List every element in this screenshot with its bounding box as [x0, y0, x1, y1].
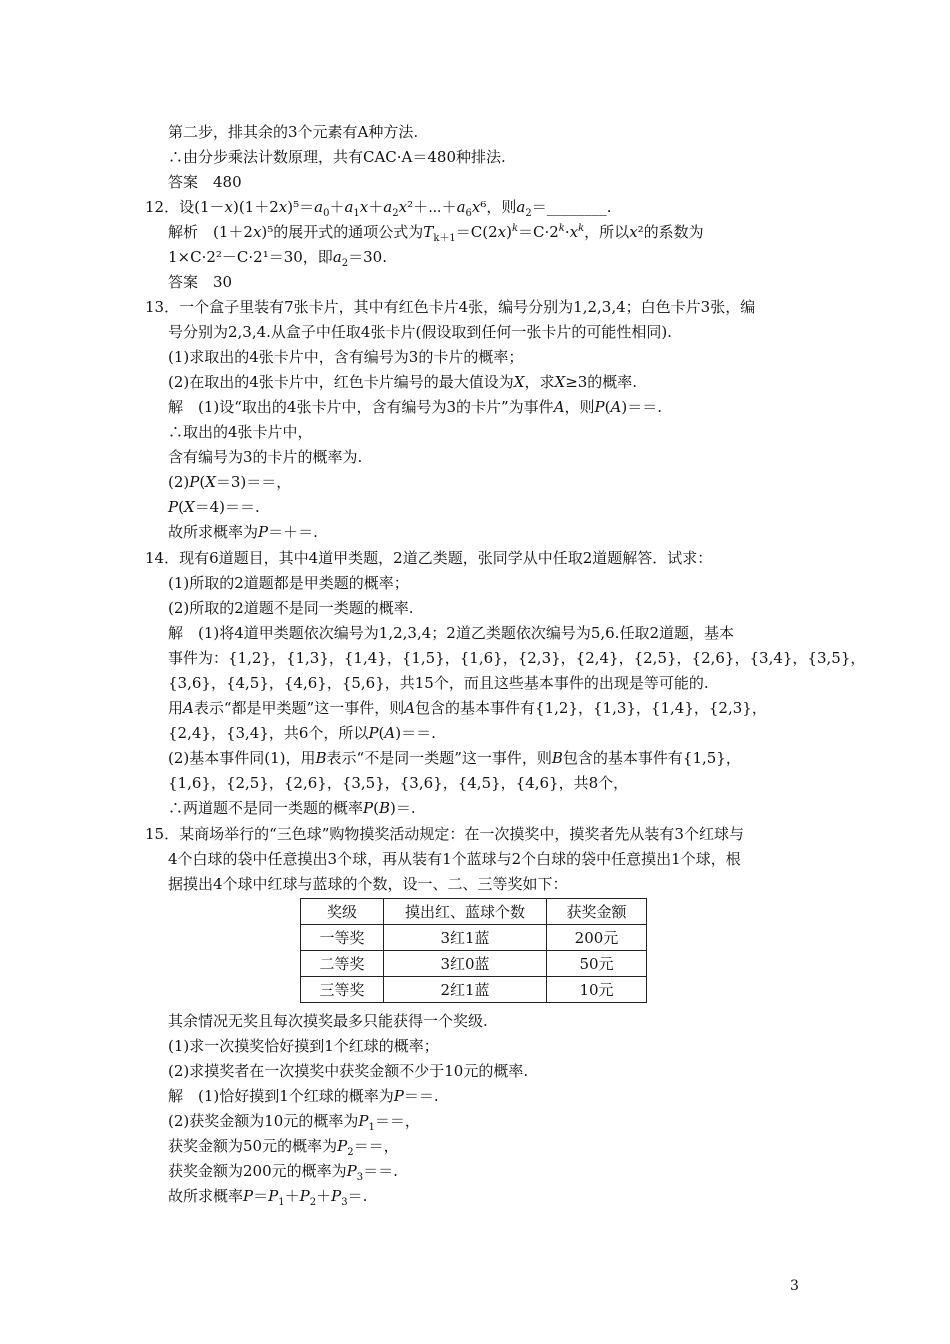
text-line: 事件为：{1,2}，{1,3}，{1,4}，{1,5}，{1,6}，{2,3}，{2,4}，{2,5}，{2,6}，{3,4}，{3,5}，	[168, 649, 866, 667]
text-line: (1)所取的2道题都是甲类题的概率；	[168, 574, 409, 592]
answer-line: 答案 480	[168, 173, 242, 191]
text-line: 第二步，排其余的3个元素有A种方法.	[168, 123, 419, 141]
answer-line: 答案 30	[168, 273, 233, 291]
text-line: (1)求一次摸奖恰好摸到1个红球的概率；	[168, 1037, 439, 1055]
table-cell: 2红1蓝	[384, 977, 547, 1003]
text-line: {1,6}，{2,5}，{2,6}，{3,5}，{3,6}，{4,5}，{4,6}，共8个，	[168, 774, 629, 792]
question-12: 12．设$(1-x)(1+2x)^5=a_0+a_1x+a_2x^2+\cdots+a_6x^6$，则$a_2=\_\_\_\_\_\_\_\_$.	[145, 198, 612, 219]
table-cell: 一等奖	[301, 925, 384, 951]
text-line: 号分别为2,3,4.从盒子中任取4张卡片(假设取到任何一张卡片的可能性相同).	[168, 323, 672, 341]
table-row	[301, 977, 647, 1003]
table-cell: 二等奖	[301, 951, 384, 977]
table-header: 获奖金额	[547, 899, 647, 925]
text-line: {3,6}，{4,5}，{4,6}，{5,6}，共15个，而且这些基本事件的出现是等可能的.	[168, 674, 709, 692]
table-cell: 三等奖	[301, 977, 384, 1003]
text-line: ∴取出的4张卡片中，	[168, 423, 313, 441]
text-line: ∴由分步乘法计数原理，共有CAC·A＝480种排法.	[168, 148, 506, 166]
text-line: 4个白球的袋中任意摸出3个球，再从装有1个蓝球与2个白球的袋中任意摸出1个球，根	[168, 850, 741, 868]
table-cell: 3红0蓝	[384, 951, 547, 977]
text-line: {2,4}，{3,4}，共6个，所以P(A)＝＝.	[168, 724, 436, 742]
page-number: 3	[790, 1278, 799, 1294]
text-line: P(X＝4)＝＝.	[168, 498, 260, 516]
text-line: 含有编号为3的卡片的概率为.	[168, 448, 363, 466]
question-15: 15．某商场举行的“三色球”购物摸奖活动规定：在一次摸奖中，摸奖者先从装有3个红球与	[145, 825, 744, 843]
table-row	[301, 951, 647, 977]
table-row	[301, 925, 647, 951]
question-14: 14．现有6道题目，其中4道甲类题，2道乙类题，张同学从中任取2道题解答．试求：	[145, 549, 713, 567]
text-line: ∴两道题不是同一类题的概率P(B)＝.	[168, 799, 416, 817]
text-line: (2)基本事件同(1)，用B表示“不是同一类题”这一事件，则B包含的基本事件有{1,5}，	[168, 749, 741, 767]
table-header-row	[301, 899, 647, 925]
text-line: (2)求摸奖者在一次摸奖中获奖金额不少于10元的概率.	[168, 1062, 529, 1080]
table-header: 摸出红、蓝球个数	[384, 899, 547, 925]
prize-table	[300, 898, 647, 1003]
text-line: 获奖金额为50元的概率为$P_2==$，	[168, 1137, 399, 1158]
table-cell: 200元	[547, 925, 647, 951]
text-line: 获奖金额为200元的概率为$P_3==$.	[168, 1162, 398, 1183]
text-line: 故所求概率$P=P_1+P_2+P_3=$.	[168, 1187, 368, 1208]
table-cell: 3红1蓝	[384, 925, 547, 951]
text-line: 故所求概率为P＝＋＝.	[168, 523, 318, 541]
text-line: (2)在取出的4张卡片中，红色卡片编号的最大值设为X，求X≥3的概率.	[168, 373, 638, 391]
solution-line: 解 (1)设“取出的4张卡片中，含有编号为3的卡片”为事件A，则P(A)＝＝.	[168, 398, 662, 416]
table-cell: 50元	[547, 951, 647, 977]
text-line: 其余情况无奖且每次摸奖最多只能获得一个奖级.	[168, 1012, 488, 1030]
table-header: 奖级	[301, 899, 384, 925]
table-cell: 10元	[547, 977, 647, 1003]
solution-line: 解析 (1＋2x)⁵的展开式的通项公式为$T_{k+1}=C(2x)^k=C\cdot 2^k\cdot x^k$，所以x²的系数为	[168, 223, 704, 244]
question-13: 13．一个盒子里装有7张卡片，其中有红色卡片4张，编号分别为1,2,3,4；白色卡片3张，编	[145, 298, 756, 316]
solution-line: 解 (1)将4道甲类题依次编号为1,2,3,4；2道乙类题依次编号为5,6.任取2道题，基本	[168, 624, 734, 642]
text-line: (2)获奖金额为10元的概率为$P_1==$，	[168, 1112, 420, 1133]
text-line: 据摸出4个球中红球与蓝球的个数，设一、二、三等奖如下：	[168, 875, 568, 893]
text-line: (2)所取的2道题不是同一类题的概率.	[168, 599, 414, 617]
text-line: (2)P(X＝3)＝＝，	[168, 473, 292, 491]
text-line: 用A表示“都是甲类题”这一事件，则A包含的基本事件有{1,2}，{1,3}，{1,4}，{2,3}，	[168, 699, 767, 717]
text-line: (1)求取出的4张卡片中，含有编号为3的卡片的概率；	[168, 348, 524, 366]
solution-line: 1×C·2²－C·2¹＝30，即$a_2=30$.	[168, 248, 387, 269]
solution-line: 解 (1)恰好摸到1个红球的概率为P＝＝.	[168, 1087, 439, 1105]
